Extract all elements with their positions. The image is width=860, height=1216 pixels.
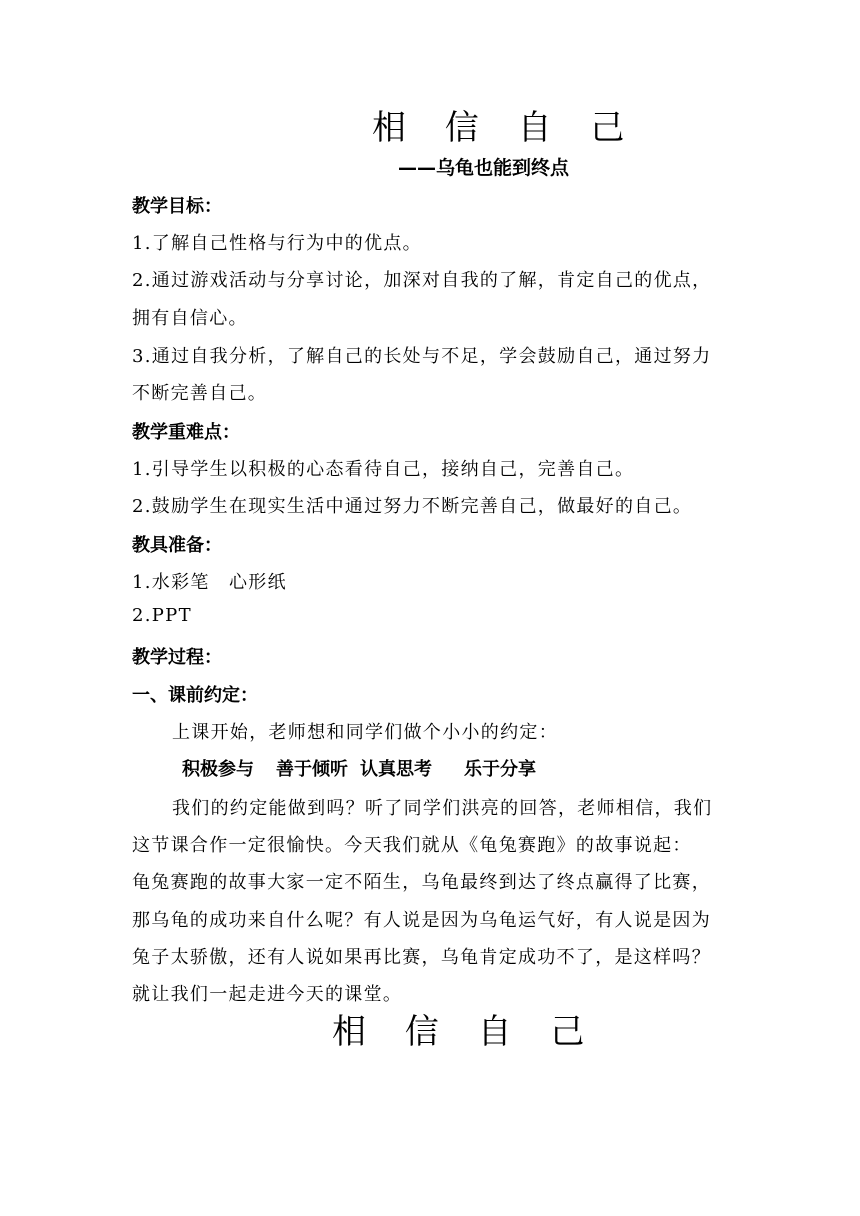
- materials-heading: 教具准备：: [132, 535, 222, 556]
- paragraph-line: 龟兔赛跑的故事大家一定不陌生，乌龟最终到达了终点赢得了比赛，: [132, 872, 711, 893]
- objective-line: 1.了解自己性格与行为中的优点。: [132, 233, 422, 254]
- page-title: 相 信 自 己: [372, 108, 639, 148]
- page-subtitle: ——乌龟也能到终点: [398, 157, 570, 179]
- material-line: 2.PPT: [132, 605, 192, 626]
- section1-heading: 一、课前约定：: [132, 685, 258, 706]
- rule-item: 善于倾听: [276, 759, 348, 780]
- board-title: 相 信 自 己: [332, 1012, 599, 1052]
- objective-line: 2.通过游戏活动与分享讨论，加深对自我的了解，肯定自己的优点，: [132, 270, 712, 291]
- paragraph-line: 就让我们一起走进今天的课堂。: [132, 984, 403, 1005]
- paragraph-line: 兔子太骄傲，还有人说如果再比赛，乌龟肯定成功不了，是这样吗？: [132, 947, 711, 968]
- section1-intro: 上课开始，老师想和同学们做个小小的约定：: [172, 722, 558, 743]
- key-points-heading: 教学重难点：: [132, 422, 240, 443]
- key-point-line: 1.引导学生以积极的心态看待自己，接纳自己，完善自己。: [132, 459, 635, 480]
- objective-line: 3.通过自我分析，了解自己的长处与不足，学会鼓励自己，通过努力: [132, 346, 712, 367]
- objective-line: 拥有自信心。: [132, 308, 248, 329]
- objective-line: 不断完善自己。: [132, 383, 268, 404]
- rule-item: 认真思考: [360, 759, 432, 780]
- key-point-line: 2.鼓励学生在现实生活中通过努力不断完善自己，做最好的自己。: [132, 496, 693, 517]
- class-rules: [182, 755, 536, 781]
- material-line: 1.水彩笔 心形纸: [132, 572, 287, 593]
- paragraph-line: 我们的约定能做到吗？听了同学们洪亮的回答，老师相信，我们: [172, 798, 713, 819]
- rule-item: 乐于分享: [464, 759, 536, 780]
- process-heading: 教学过程：: [132, 647, 222, 668]
- paragraph-line: 那乌龟的成功来自什么呢？有人说是因为乌龟运气好，有人说是因为: [132, 910, 711, 931]
- rule-item: 积极参与: [182, 759, 254, 780]
- objectives-heading: 教学目标：: [132, 196, 222, 217]
- paragraph-line: 这节课合作一定很愉快。今天我们就从《龟兔赛跑》的故事说起：: [132, 835, 692, 856]
